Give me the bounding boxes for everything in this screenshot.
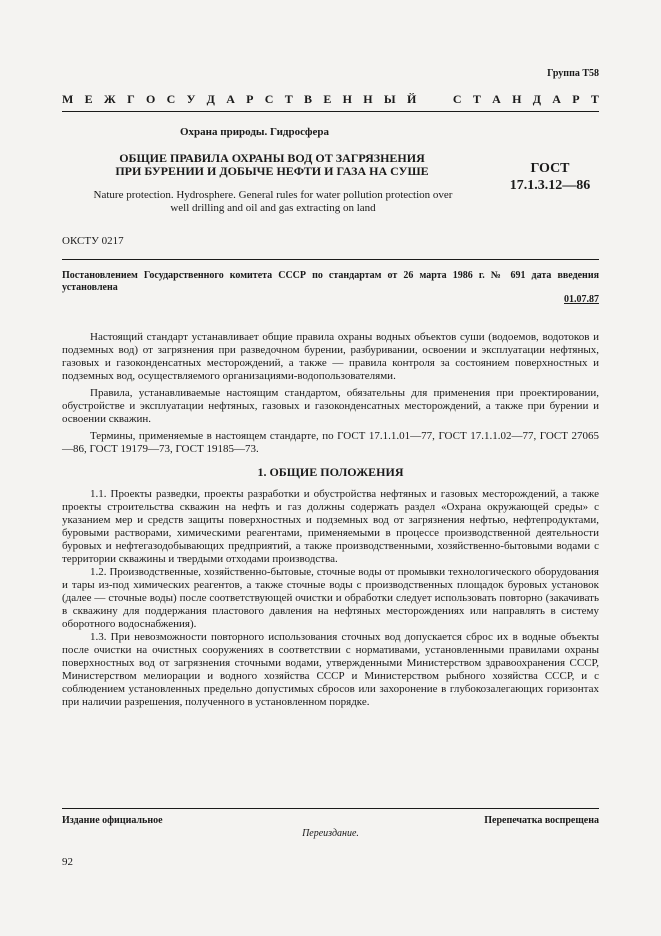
banner-letter: Г (127, 91, 135, 106)
standard-banner (62, 91, 599, 107)
banner-letter: Д (532, 91, 541, 106)
banner-letter: А (226, 91, 235, 106)
banner-letter: Р (572, 91, 580, 106)
banner-letter: У (186, 91, 196, 106)
banner-letter: С (264, 91, 274, 106)
english-title (62, 189, 484, 215)
banner-letter: А (492, 91, 501, 106)
section-paragraph: 1.3. При невозможности повторного использования сточных вод допускается сброс их в водные объекты после очистки на очистных сооружениях в соответствии с нормативами, установленными правилами охраны поверхностных вод от загрязнения сточными водами, утвержденными Министерством здравоохранения СССР, Министерством мелиорации и водного хозяйства СССР и Министерством рыбного хозяйства СССР, и с соблюдением установленных предельно допустимых сбросов или захоронение в глубокозалегающих горизонтах при наличии разрешения, полученного в установленном порядке. (62, 631, 599, 708)
title-line: ПРИ БУРЕНИИ И ДОБЫЧЕ НЕФТИ И ГАЗА НА СУШЕ (115, 164, 429, 178)
title-line: ОБЩИЕ ПРАВИЛА ОХРАНЫ ВОД ОТ ЗАГРЯЗНЕНИЯ (119, 151, 425, 165)
decree-text: Постановлением Государственного комитета СССР по стандартам от 26 марта 1986 г. № 691 дата введения установлена (62, 270, 599, 293)
okstu-code: ОКСТУ 0217 (62, 235, 124, 247)
banner-letter: С (452, 91, 462, 106)
document-subject: Охрана природы. Гидросфера (180, 126, 329, 138)
banner-letter: Е (84, 91, 93, 106)
banner-letter: В (304, 91, 313, 106)
gost-designation (490, 160, 610, 194)
section-heading: 1. ОБЩИЕ ПОЛОЖЕНИЯ (257, 465, 404, 479)
banner-divider (62, 111, 599, 112)
banner-letter: Т (590, 91, 599, 106)
banner-letter: М (62, 91, 74, 106)
banner-letter: Е (323, 91, 332, 106)
intro-paragraph: Настоящий стандарт устанавливает общие правила охраны водных объектов суши (водоемов, водотоков и подземных вод) от загрязнения при разведочном бурении, разбуривании, освоении и эксплуатации нефтяных, газовых и газоконденсатных месторождений, а также — правила контроля за состоянием поверхностных и подземных вод, осуществляемого организациями-водопользователями. (62, 331, 599, 382)
banner-letter: С (166, 91, 176, 106)
banner-letter: Й (406, 91, 417, 106)
reissue-label: Переиздание. (302, 828, 359, 839)
banner-letter: Н (363, 91, 373, 106)
banner-letter: Т (284, 91, 293, 106)
english-title-line: well drilling and oil and gas extracting on land (170, 202, 376, 214)
gost-label: ГОСТ (530, 161, 570, 176)
english-title-line: Nature protection. Hydrosphere. General rules for water pollution protection over (93, 189, 453, 201)
header-divider (62, 259, 599, 260)
banner-letter: О (145, 91, 156, 106)
footer-divider (62, 808, 599, 809)
page-number: 92 (62, 856, 73, 868)
banner-letter: Р (246, 91, 254, 106)
document-body (62, 331, 599, 709)
group-code: Группа Т58 (547, 68, 599, 79)
section-paragraph: 1.1. Проекты разведки, проекты разработки и обустройства нефтяных и газовых месторождений, а также проекты строительства скважин на нефть и газ должны содержать раздел «Охрана окружающей среды» с указанием мер и средств защиты поверхностных и подземных вод от загрязнения нефтью, нефтепродуктами, буровыми растворами, химическими реагентами, применяемыми в процессе производственной деятельности буровых и нефтегазодобывающих предприятий, а также производственными, хозяйственно-бытовыми водами с территории скважины и твердыми отходами производства. (62, 488, 599, 565)
banner-letter: Д (206, 91, 215, 106)
banner-letter: Ж (103, 91, 116, 106)
intro-paragraph: Правила, устанавливаемые настоящим стандартом, обязательны для применения при проектировании, обустройстве и эксплуатации нефтяных, газовых и газоконденсатных месторождений, а также при бурении и освоении скважин. (62, 387, 599, 425)
section-paragraph: 1.2. Производственные, хозяйственно-бытовые, сточные воды от промывки технологического оборудования и тары из-под химических реагентов, а также сточные воды с производственных площадок буровых установок (далее — сточные воды) после соответствующей очистки и обработки следует использовать повторно (закачивать в скважину для поддержания пластового давления на нефтяных месторождениях или направлять в систему оборотного водоснабжения). (62, 566, 599, 630)
reprint-prohibited-label: Перепечатка воспрещена (484, 815, 599, 826)
banner-letter: Ы (383, 91, 396, 106)
intro-paragraph: Термины, применяемые в настоящем стандарте, по ГОСТ 17.1.1.01—77, ГОСТ 17.1.1.02—77, ГОСТ 27065—86, ГОСТ 19179—73, ГОСТ 19185—73. (62, 430, 599, 455)
banner-letter: Т (472, 91, 481, 106)
document-title (62, 152, 482, 178)
banner-letter: А (552, 91, 561, 106)
gost-number: 17.1.3.12—86 (509, 178, 591, 193)
effective-date: 01.07.87 (564, 294, 599, 305)
banner-letter: Н (342, 91, 352, 106)
official-edition-label: Издание официальное (62, 815, 163, 826)
banner-letter: Н (512, 91, 522, 106)
